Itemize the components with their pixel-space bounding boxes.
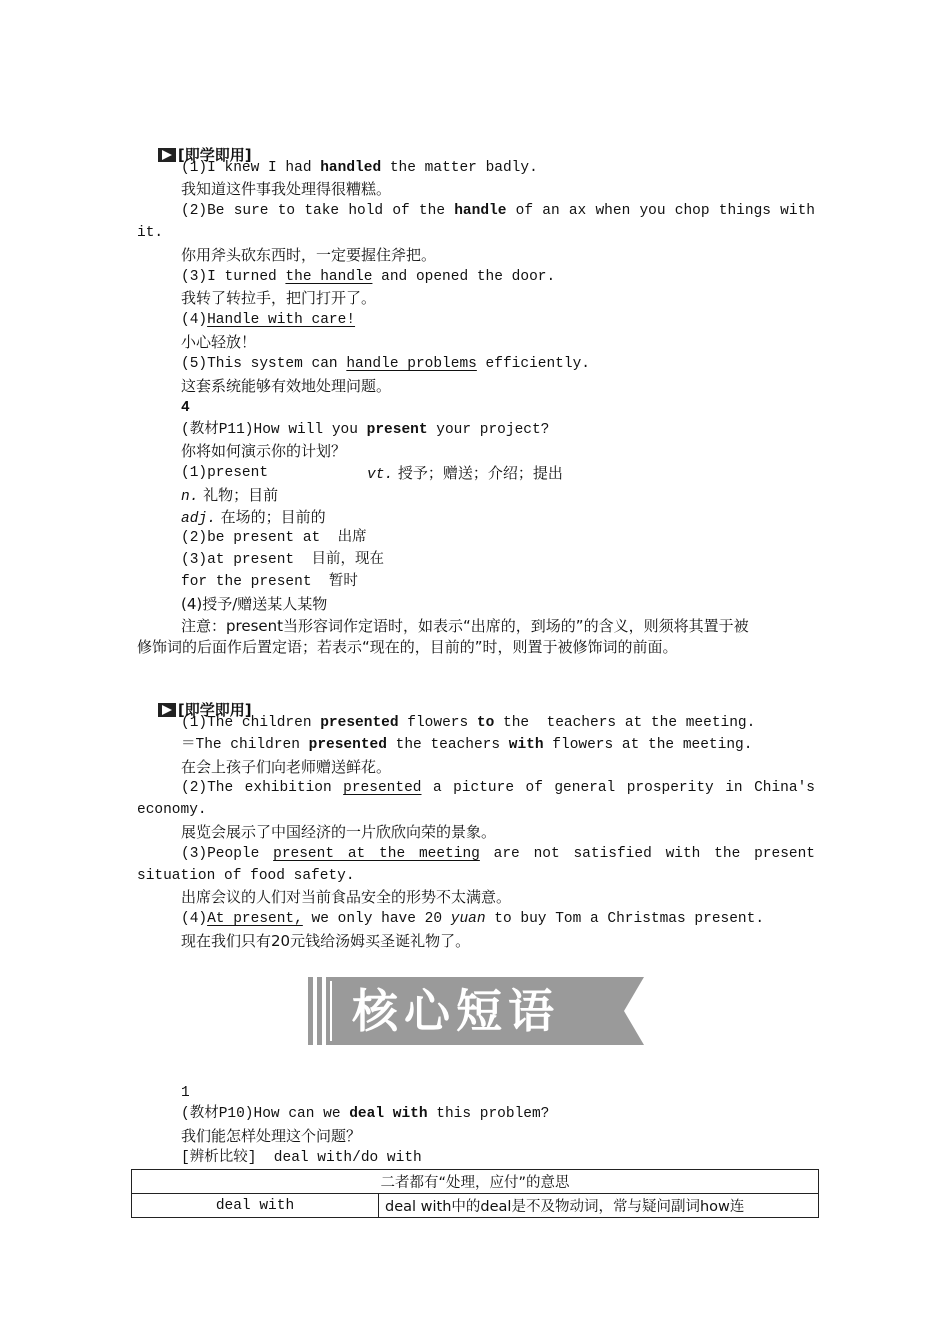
example-sentence: (5)This system can handle problems efficiently. [181, 356, 590, 372]
definition-verb: vt. 授予；赠送；介绍；提出 [367, 464, 563, 483]
phrase-be-present-at: (2)be present at 出席 [181, 530, 367, 546]
example-sentence: (4)At present, we only have 20 yuan to buy Tom a Christmas present. [181, 911, 765, 927]
entry-number: 4 [181, 400, 190, 416]
comparison-table [131, 1169, 819, 1218]
example-sentence: (1)The children presented flowers to the teachers at the meeting. [181, 715, 756, 731]
definition-present: (1)present [181, 465, 269, 481]
usage-note: 注意：present当形容词作定语时，如表示“出席的，到场的”的含义，则须将其置于被 [181, 617, 749, 635]
play-arrow-icon [158, 703, 176, 717]
table-row [132, 1194, 819, 1218]
example-translation: 我知道这件事我处理得很糟糕。 [181, 180, 392, 198]
example-translation: 我转了转拉手，把门打开了。 [181, 289, 377, 307]
section-heading: [即学即用] [137, 679, 252, 742]
example-translation: 小心轻放！ [181, 333, 257, 351]
example-sentence-cont: situation of food safety. [137, 868, 355, 884]
phrase-at-present: (3)at present 目前，现在 [181, 552, 385, 568]
section-heading: [即学即用] [137, 124, 252, 187]
example-translation: 这套系统能够有效地处理问题。 [181, 377, 392, 395]
comparison-label: [辨析比较] deal with/do with [181, 1150, 422, 1166]
table-description-cell: deal with中的deal是不及物动词，常与疑问副词how连 [379, 1194, 819, 1218]
section-banner [308, 977, 644, 1045]
source-translation: 我们能怎样处理这个问题？ [181, 1127, 362, 1145]
example-translation: 现在我们只有20元钱给汤姆买圣诞礼物了。 [181, 932, 471, 950]
example-sentence-cont: economy. [137, 802, 207, 818]
entry-number: 1 [181, 1085, 190, 1101]
phrase-present-sb-sth: (4)授予/赠送某人某物 [181, 595, 328, 613]
definition-adjective: adj. 在场的；目前的 [181, 508, 326, 527]
example-sentence: (3)I turned the handle and opened the door. [181, 269, 556, 285]
example-translation: 在会上孩子们向老师赠送鲜花。 [181, 758, 392, 776]
table-term-cell: deal with [132, 1194, 379, 1218]
example-translation: 出席会议的人们对当前食品安全的形势不太满意。 [181, 888, 512, 906]
example-sentence: (2)The exhibition presented a picture of general prosperity in China's [181, 780, 815, 796]
example-sentence: (3)People present at the meeting are not satisfied with the present [181, 846, 815, 862]
table-header-cell: 二者都有“处理，应付”的意思 [132, 1170, 819, 1194]
source-translation: 你将如何演示你的计划？ [181, 442, 347, 460]
example-sentence: (2)Be sure to take hold of the handle of an ax when you chop things with [181, 203, 815, 219]
definition-noun: n. 礼物；目前 [181, 486, 279, 505]
example-sentence: ＝The children presented the teachers with flowers at the meeting. [181, 737, 753, 753]
source-sentence: (教材P10)How can we deal with this problem? [181, 1106, 550, 1122]
example-translation: 你用斧头砍东西时，一定要握住斧把。 [181, 246, 437, 264]
example-translation: 展览会展示了中国经济的一片欣欣向荣的景象。 [181, 823, 497, 841]
play-arrow-icon [158, 148, 176, 162]
phrase-for-the-present: for the present 暂时 [181, 574, 358, 590]
example-sentence: (4)Handle with care! [181, 312, 356, 328]
table-row [132, 1170, 819, 1194]
banner-title: 核心短语 [352, 984, 560, 1038]
example-sentence: (1)I knew I had handled the matter badly. [181, 160, 538, 176]
source-sentence: (教材P11)How will you present your project? [181, 422, 550, 438]
example-sentence-cont: it. [137, 225, 164, 241]
usage-note-cont: 修饰词的后面作后置定语；若表示“现在的，目前的”时，则置于被修饰词的前面。 [137, 638, 678, 656]
